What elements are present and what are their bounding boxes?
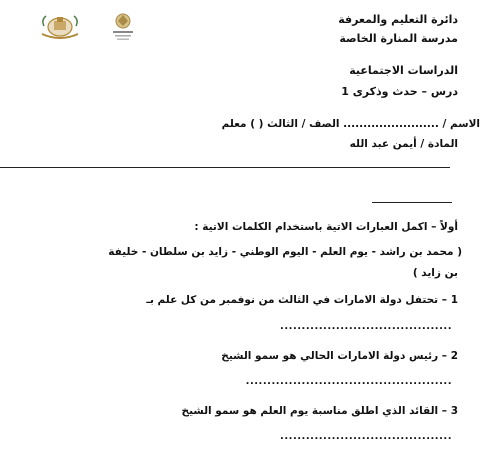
word-bank-line-2: بن زايد ) xyxy=(412,267,458,279)
question-2-text: 2 – رئيس دولة الامارات الحالي هو سمو الشيخ xyxy=(221,350,458,362)
question-1-text: 1 – تحتفل دولة الامارات في الثالث من نوفمبر من كل علم بـ xyxy=(146,294,458,306)
question-3-answer-line[interactable]: ........................................ xyxy=(280,431,452,442)
question-2-answer-line[interactable]: ................................................ xyxy=(245,376,452,387)
word-bank-line-1: ( محمد بن راشد - يوم العلم - اليوم الوطني - زايد بن سلطان - خليفة xyxy=(108,246,462,258)
authority-name: دائرة التعليم والمعرفة xyxy=(338,13,458,26)
lesson-title: درس – حدث وذكرى 1 xyxy=(341,85,458,98)
question-3-text: 3 – القائد الذي اطلق مناسبة يوم العلم هو سمو الشيخ xyxy=(181,405,458,417)
teacher-line: المادة / أيمن عبد الله xyxy=(349,138,458,150)
adek-emblem-icon xyxy=(108,10,138,44)
question-1-answer-line[interactable]: ........................................ xyxy=(280,321,452,332)
school-crest-logo xyxy=(38,12,82,42)
section-a-title: أولاً – اكمل العبارات الاتية باستخدام الكلمات الاتية : xyxy=(194,221,458,233)
section-underline xyxy=(372,202,452,203)
header-divider xyxy=(0,167,450,168)
subject-title: الدراسات الاجتماعية xyxy=(349,64,458,77)
school-name: مدرسة المنارة الخاصة xyxy=(339,32,458,45)
school-crest-icon xyxy=(38,12,82,42)
adek-emblem-logo xyxy=(108,10,138,44)
student-info-line: الاسم / ........................ الصف / الثالث ( ) معلم xyxy=(221,118,480,130)
